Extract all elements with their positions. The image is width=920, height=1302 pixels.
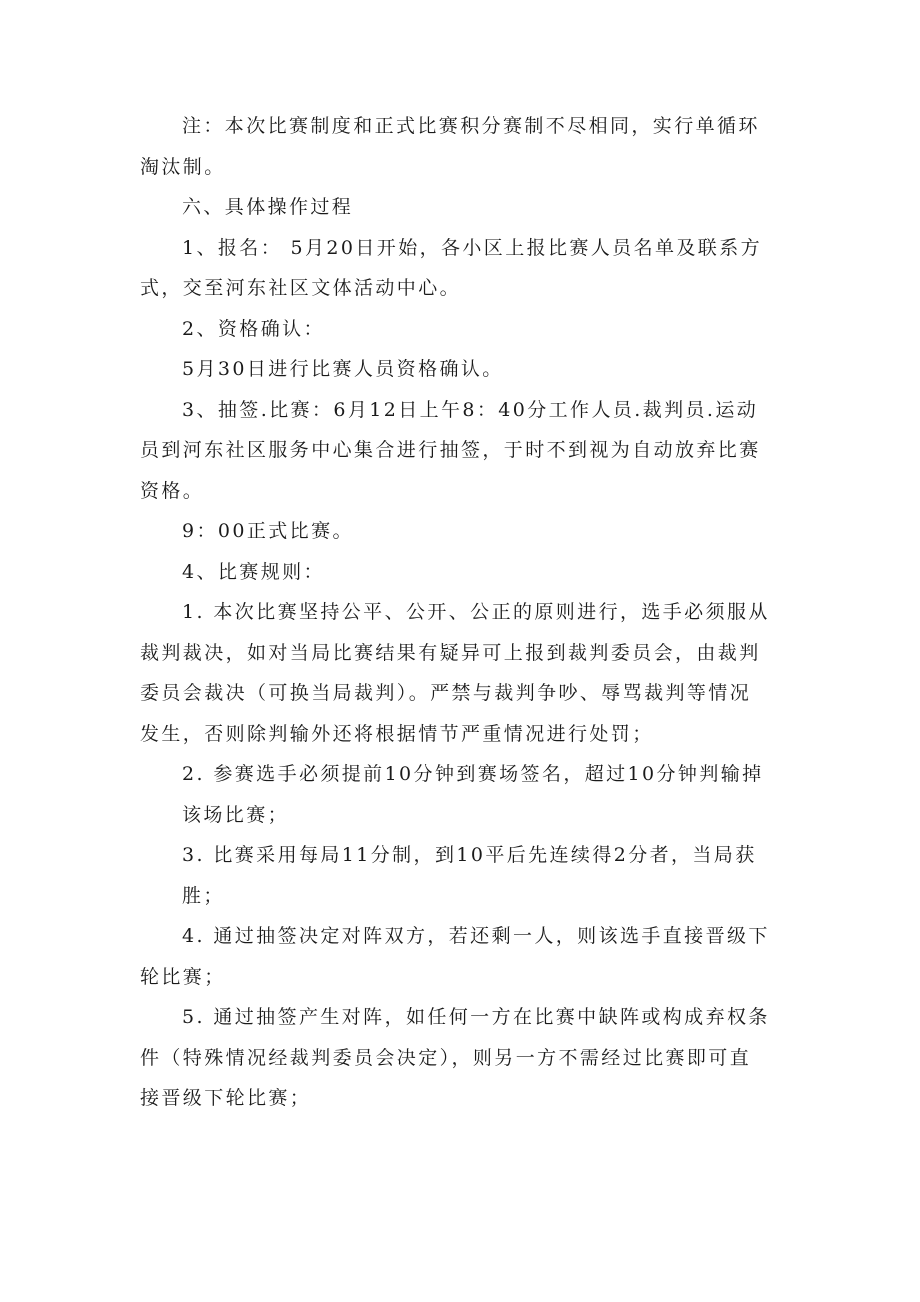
paragraph-start-time [140,511,785,552]
text-line: 六、具体操作过程 [182,196,354,218]
text-line: 3. 比赛采用每局11分制，到10平后先连续得2分者，当局获 [182,844,757,866]
text-line: 2. 参赛选手必须提前10分钟到赛场签名，超过10分钟判输掉 [182,763,764,785]
text-line: 1、报名： 5月20日开始，各小区上报比赛人员名单及联系方 [182,236,762,259]
paragraph-qualification-heading [140,309,785,350]
paragraph-draw [140,390,785,512]
text-line: 4. 通过抽签决定对阵双方，若还剩一人，则该选手直接晋级下 [182,925,770,947]
text-line: 资格。 [140,479,205,502]
text-line: 胜； [182,884,225,907]
section-heading-procedure [140,187,785,228]
text-line: 员到河东社区服务中心集合进行抽签，于时不到视为自动放弃比赛 [140,439,761,461]
text-line: 5. 通过抽签产生对阵，如任何一方在比赛中缺阵或构成弃权条 [182,1006,770,1028]
text-line: 5月30日进行比赛人员资格确认。 [182,358,504,380]
paragraph-qualification-date [140,349,785,390]
text-line: 1. 本次比赛坚持公平、公开、公正的原则进行，选手必须服从 [182,601,770,623]
paragraph-registration [140,228,785,309]
text-line: 接晋级下轮比赛； [140,1087,312,1109]
text-line: 轮比赛； [140,965,226,988]
rule-item-1 [140,592,785,754]
text-line: 裁判裁决，如对当局比赛结果有疑异可上报到裁判委员会，由裁判 [140,641,761,664]
text-line: 件（特殊情况经裁判委员会决定），则另一方不需经过比赛即可直 [140,1046,752,1069]
text-line: 式，交至河东社区文体活动中心。 [140,277,462,299]
paragraph-rules-heading [140,552,785,593]
text-line: 3、抽签.比赛：6月12日上午8：40分工作人员.裁判员.运动 [182,398,759,421]
text-line: 9：00正式比赛。 [182,520,354,542]
rule-item-4 [140,916,785,997]
text-line: 发生，否则除判输外还将根据情节严重情况进行处罚； [140,722,654,745]
text-line: 淘汰制。 [140,155,226,178]
paragraph-note [140,106,785,187]
text-line: 委员会裁决（可换当局裁判）。严禁与裁判争吵、辱骂裁判等情况 [140,682,752,704]
rule-item-5 [140,997,785,1119]
text-line: 注：本次比赛制度和正式比赛积分赛制不尽相同，实行单循环 [182,115,760,137]
text-line: 2、资格确认： [182,317,325,340]
text-line: 4、比赛规则： [182,560,325,583]
document-body [140,106,785,1119]
rule-item-3 [140,835,785,916]
rule-item-2 [140,754,785,835]
text-line: 该场比赛； [182,803,290,826]
